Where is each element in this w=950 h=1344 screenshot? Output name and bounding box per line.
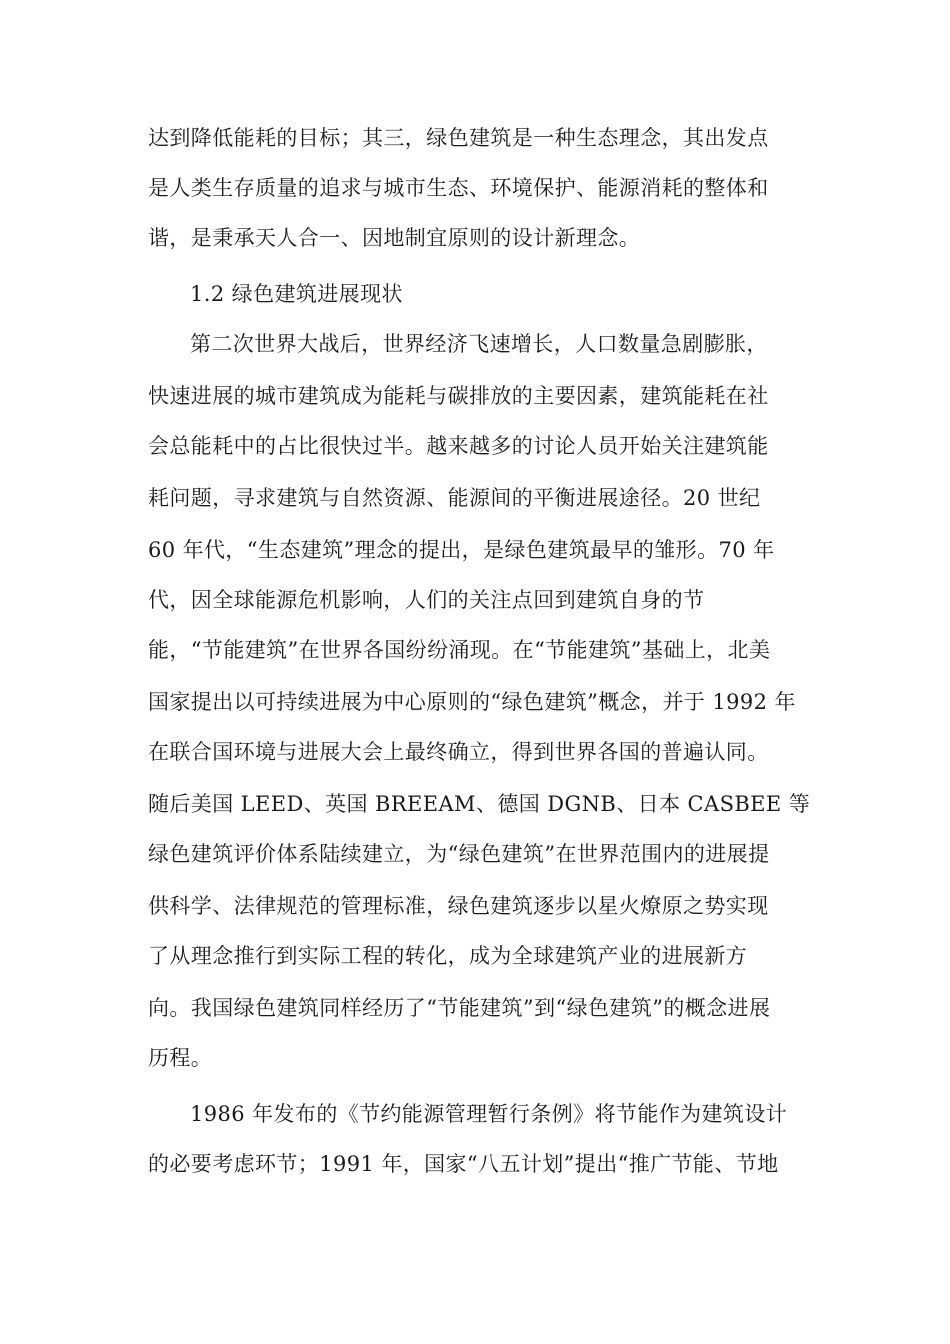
text-line: 历程。 (148, 1046, 213, 1070)
text-line: 随后美国 LEED、英国 BREEAM、德国 DGNB、日本 CASBEE 等 (148, 792, 811, 816)
text-line: 供科学、法律规范的管理标准，绿色建筑逐步以星火燎原之势实现 (148, 894, 769, 918)
text-line: 会总能耗中的占比很快过半。越来越多的讨论人员开始关注建筑能 (148, 434, 769, 458)
text-line: 代，因全球能源危机影响，人们的关注点回到建筑自身的节 (148, 588, 705, 612)
text-line: 国家提出以可持续进展为中心原则的“绿色建筑”概念，并于 1992 年 (148, 690, 796, 714)
text-line: 第二次世界大战后，世界经济飞速增长，人口数量急剧膨胀， (190, 332, 768, 356)
text-line: 的必要考虑环节；1991 年，国家“八五计划”提出“推广节能、节地 (148, 1152, 779, 1176)
text-line: 达到降低能耗的目标；其三，绿色建筑是一种生态理念，其出发点 (148, 126, 769, 150)
text-line: 耗问题，寻求建筑与自然资源、能源间的平衡进展途径。20 世纪 (148, 486, 761, 510)
section-heading: 1.2 绿色建筑进展现状 (190, 282, 403, 306)
text-line: 了从理念推行到实际工程的转化，成为全球建筑产业的进展新方 (148, 944, 748, 968)
text-line: 60 年代，“生态建筑”理念的提出，是绿色建筑最早的雏形。70 年 (148, 538, 775, 562)
text-line: 谐，是秉承天人合一、因地制宜原则的设计新理念。 (148, 226, 641, 250)
text-line: 快速进展的城市建筑成为能耗与碳排放的主要因素，建筑能耗在社 (148, 384, 769, 408)
text-line: 绿色建筑评价体系陆续建立，为“绿色建筑”在世界范围内的进展提 (148, 842, 770, 866)
text-line: 是人类生存质量的追求与城市生态、环境保护、能源消耗的整体和 (148, 176, 769, 200)
text-line: 1986 年发布的《节约能源管理暂行条例》将节能作为建筑设计 (190, 1102, 788, 1126)
text-line: 在联合国环境与进展大会上最终确立，得到世界各国的普遍认同。 (148, 740, 769, 764)
text-line: 能，“节能建筑”在世界各国纷纷涌现。在“节能建筑”基础上，北美 (148, 638, 771, 662)
text-line: 向。我国绿色建筑同样经历了“节能建筑”到“绿色建筑”的概念进展 (148, 996, 771, 1020)
